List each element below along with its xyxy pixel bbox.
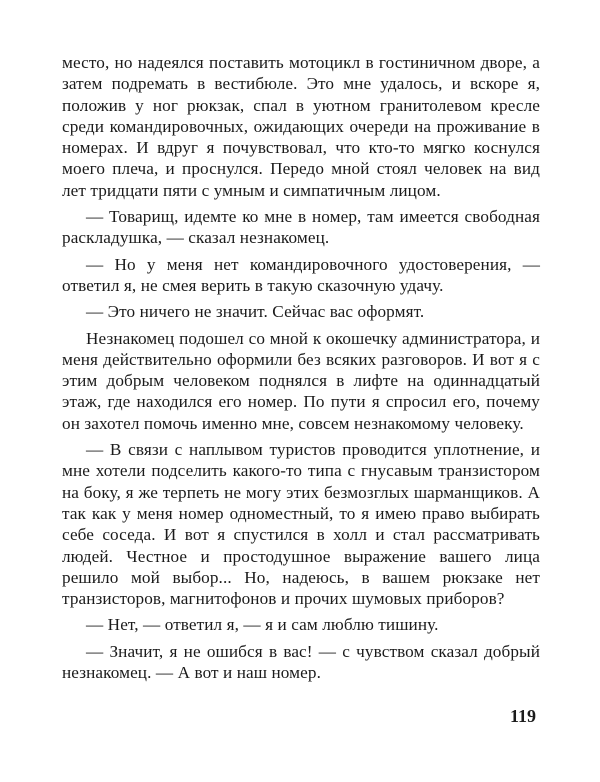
page-number: 119	[510, 706, 537, 726]
paragraph-7: — Нет, — ответил я, — я и сам люблю тишину.	[86, 615, 439, 635]
paragraph-2: — Товарищ, идемте ко мне в номер, там имеется свободная раскладушка, — сказал незнакомец.	[62, 207, 540, 248]
paragraph-6: — В связи с наплывом туристов проводится уплотнение, и мне хотели подселить какого-то типа с гнусавым транзистором на боку, я же терпеть не могу этих безмозглых шарманщиков. А так как у меня номер одноместный, то я имею право выбирать себе соседа. И вот я спустился в холл и стал рассматривать людей. Честное и простодушное выражение вашего лица решило мой выбор... Но, надеюсь, в вашем рюкзаке нет транзисторов, магнитофонов и прочих шумовых приборов?	[62, 440, 540, 609]
page-body	[62, 52, 540, 683]
paragraph-3: — Но у меня нет командировочного удостоверения, — ответил я, не смея верить в такую сказочную удачу.	[62, 254, 540, 295]
paragraph-4: — Это ничего не значит. Сейчас вас оформят.	[86, 302, 425, 322]
paragraph-8: — Значит, я не ошибся в вас! — с чувством сказал добрый незнакомец. — А вот и наш номер.	[62, 641, 540, 683]
paragraph-1: место, но надеялся поставить мотоцикл в гостиничном дворе, а затем подремать в вестибюле. Это мне удалось, и вскоре я, положив у ног рюкзак, спал в уютном гранитолевом кресле среди командировочных, ожидающих очереди на проживание в номерах. И вдруг я почувствовал, что кто-то мягко коснулся моего плеча, и проснулся. Передо мной стоял человек на вид лет тридцати пяти с умным и симпатичным лицом.	[62, 53, 540, 200]
paragraph-5: Незнакомец подошел со мной к окошечку администратора, и меня действительно оформили без всяких разговоров. И вот я с этим добрым человеком поднялся в лифте на одиннадцатый этаж, где находился его номер. По пути я спросил его, почему он захотел помочь именно мне, совсем незнакомому человеку.	[62, 328, 540, 433]
